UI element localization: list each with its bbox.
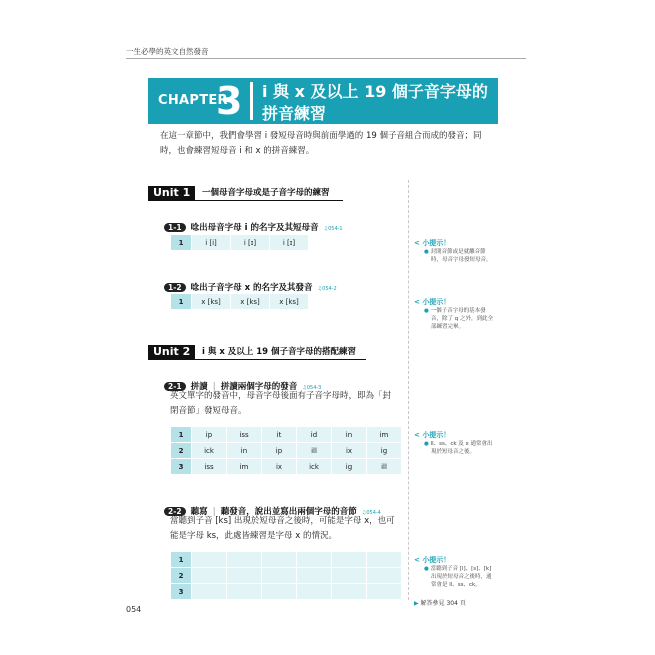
section-1-2-heading (164, 275, 337, 294)
row-number: 2 (171, 443, 192, 459)
intro-line-1: 在這一章節中，我們會學習 i 發短母音時與前面學過的 19 個子音組合而成的發音；同 (160, 131, 482, 141)
table-cell: x [ks] (231, 294, 270, 310)
answer-blank[interactable] (367, 552, 402, 568)
chapter-intro (160, 129, 505, 159)
section-2-2-description (170, 514, 405, 544)
title-separator: | (212, 382, 216, 392)
margin-divider (408, 180, 409, 600)
section-2-1-title-b: 拼讀兩個字母的發音 (220, 382, 298, 392)
row-number: 1 (171, 294, 192, 310)
tip-line: ll、ss、ck 及 x 通常會出 (430, 441, 493, 447)
tip-line: 一個子音字母的基本發 (430, 308, 486, 314)
tip-line: 現於短母音之後。 (431, 449, 476, 455)
desc-line-2: 閉音節」發短母音。 (170, 406, 247, 416)
title-separator: | (212, 507, 216, 517)
row-number: 1 (171, 427, 192, 443)
table-row (171, 443, 402, 459)
table-row (171, 427, 402, 443)
table-1-1 (170, 234, 309, 251)
chapter-title-line1: i 與 x 及以上 19 個子音字母的 (262, 82, 488, 101)
table-cell: ip (192, 427, 227, 443)
intro-line-2: 時，也會練習短母音 i 和 x 的拼音練習。 (160, 146, 315, 156)
section-1-2-title: 唸出子音字母 x 的名字及其發音 (190, 283, 313, 293)
audio-icon[interactable]: ♫ (361, 510, 367, 516)
section-1-1-badge: 1-1 (164, 223, 186, 232)
bullet-icon: ● (424, 566, 429, 572)
table-cell: x [ks] (270, 294, 309, 310)
section-2-1-badge: 2-1 (164, 382, 186, 391)
audio-track-label: 054-3 (306, 385, 322, 391)
table-cell: im (367, 427, 402, 443)
unit1-badge: Unit 1 (148, 186, 195, 200)
answer-blank[interactable] (297, 552, 332, 568)
tip-line: 音，除了 q 之外，到此全 (431, 316, 493, 322)
row-number: 2 (171, 568, 192, 584)
section-2-2-title-a: 聽寫 (190, 507, 208, 517)
table-cell: i [ɪ] (270, 235, 309, 251)
chapter-label: CHAPTER (158, 93, 228, 108)
unit1-title: 一個母音字母或是子音字母的練習 (202, 188, 330, 198)
unit2-badge: Unit 2 (148, 345, 195, 359)
answer-blank[interactable] (192, 568, 227, 584)
table-cell: ick (192, 443, 227, 459)
bullet-icon: ● (424, 441, 429, 447)
table-cell: ig (332, 459, 367, 475)
chapter-title-line2: 拼音練習 (262, 104, 327, 123)
tip-marker-icon: < (414, 556, 420, 564)
audio-track-label: 054-1 (328, 226, 343, 232)
tip-line: 常會是 ll、ss、ck。 (431, 582, 481, 588)
row-number: 1 (171, 552, 192, 568)
section-2-1-title-a: 拼讀 (190, 382, 208, 392)
table-cell: ick (297, 459, 332, 475)
header-divider (126, 58, 526, 59)
answer-blank[interactable] (262, 584, 297, 600)
audio-icon[interactable]: ♫ (302, 385, 307, 391)
table-row (171, 568, 402, 584)
answer-blank[interactable] (227, 584, 262, 600)
answer-blank[interactable] (262, 568, 297, 584)
table-cell: x [ks] (192, 294, 231, 310)
chapter-divider (250, 82, 253, 120)
answer-blank[interactable] (192, 584, 227, 600)
answer-blank[interactable] (297, 568, 332, 584)
unit2-header (148, 345, 366, 360)
audio-icon[interactable]: ♫ (323, 226, 329, 232)
table-row (171, 552, 402, 568)
tip-line: 部練習完畢。 (431, 324, 465, 330)
table-cell: iss (192, 459, 227, 475)
answer-blank[interactable] (262, 552, 297, 568)
table-cell: im (227, 459, 262, 475)
table-2-1 (170, 426, 402, 475)
tip-line: 出現於短母音之後時，通 (431, 574, 492, 580)
answer-blank[interactable] (227, 568, 262, 584)
unit2-title: i 與 x 及以上 19 個子音字母的搭配練習 (202, 347, 357, 357)
section-2-2-title-b: 聽發音，說出並寫出兩個字母的音節 (220, 507, 357, 517)
answer-blank[interactable] (192, 552, 227, 568)
answer-blank[interactable] (332, 584, 367, 600)
tip-box-3 (414, 430, 514, 456)
answer-blank[interactable] (227, 552, 262, 568)
row-number: 3 (171, 584, 192, 600)
table-cell: ip (262, 443, 297, 459)
audio-track-label: 054-4 (366, 510, 381, 516)
bullet-icon: ● (424, 308, 429, 314)
table-cell: iss (227, 427, 262, 443)
tip-title: 小提示！ (422, 431, 451, 439)
page-number: 054 (126, 605, 142, 614)
answer-reference (414, 598, 466, 607)
tip-line: 時，母音字母發短母音。 (431, 257, 492, 263)
audio-track-label: 054-2 (322, 286, 337, 292)
desc-line-1: 英文單字的發音中，母音字母後面有子音字母時，即為「封 (170, 391, 392, 401)
table-cell: ill (297, 443, 332, 459)
table-2-2-answer-grid (170, 551, 402, 600)
table-cell: id (297, 427, 332, 443)
section-2-2-badge: 2-2 (164, 507, 186, 516)
answer-blank[interactable] (297, 584, 332, 600)
table-cell: ill (367, 459, 402, 475)
answer-blank[interactable] (367, 568, 402, 584)
chapter-number: 3 (216, 79, 243, 123)
row-number: 1 (171, 235, 192, 251)
answer-blank[interactable] (332, 568, 367, 584)
table-cell: ix (332, 443, 367, 459)
desc-line-1: 當聽到子音 [ks] 出現於短母音之後時，可能是字母 x，也可 (170, 516, 395, 526)
answer-blank[interactable] (367, 584, 402, 600)
table-cell: in (332, 427, 367, 443)
book-running-title: 一生必學的英文自然發音 (126, 47, 209, 56)
section-2-1-description (170, 389, 405, 419)
tip-box-2 (414, 297, 514, 331)
table-1-2 (170, 293, 309, 310)
answer-reference-text: 解答參見 304 頁 (420, 600, 466, 607)
table-row (171, 294, 309, 310)
tip-box-1 (414, 238, 514, 264)
tip-line: 封閉音節或是就離音節 (430, 249, 486, 255)
tip-title: 小提示！ (422, 239, 451, 247)
audio-icon[interactable]: ♫ (317, 286, 323, 292)
play-arrow-icon: ▶ (414, 600, 419, 607)
tip-title: 小提示！ (422, 298, 451, 306)
tip-line: 當聽到子音 [l]、[s]、[k] (430, 566, 492, 572)
tip-marker-icon: < (414, 239, 420, 247)
tip-box-4 (414, 555, 514, 589)
answer-blank[interactable] (332, 552, 367, 568)
table-cell: i [i] (192, 235, 231, 251)
table-cell: it (262, 427, 297, 443)
table-row (171, 235, 309, 251)
table-cell: ig (367, 443, 402, 459)
table-cell: ix (262, 459, 297, 475)
table-cell: i [ɪ] (231, 235, 270, 251)
tip-title: 小提示！ (422, 556, 451, 564)
section-1-1-heading (164, 215, 343, 234)
section-1-1-title: 唸出母音字母 i 的名字及其短母音 (190, 223, 319, 233)
unit1-header (148, 186, 343, 201)
table-row (171, 584, 402, 600)
bullet-icon: ● (424, 249, 429, 255)
tip-marker-icon: < (414, 431, 420, 439)
table-row (171, 459, 402, 475)
row-number: 3 (171, 459, 192, 475)
section-1-2-badge: 1-2 (164, 283, 186, 292)
table-cell: in (227, 443, 262, 459)
tip-marker-icon: < (414, 298, 420, 306)
desc-line-2: 能是字母 ks，此處皆練習是字母 x 的情況。 (170, 531, 337, 541)
